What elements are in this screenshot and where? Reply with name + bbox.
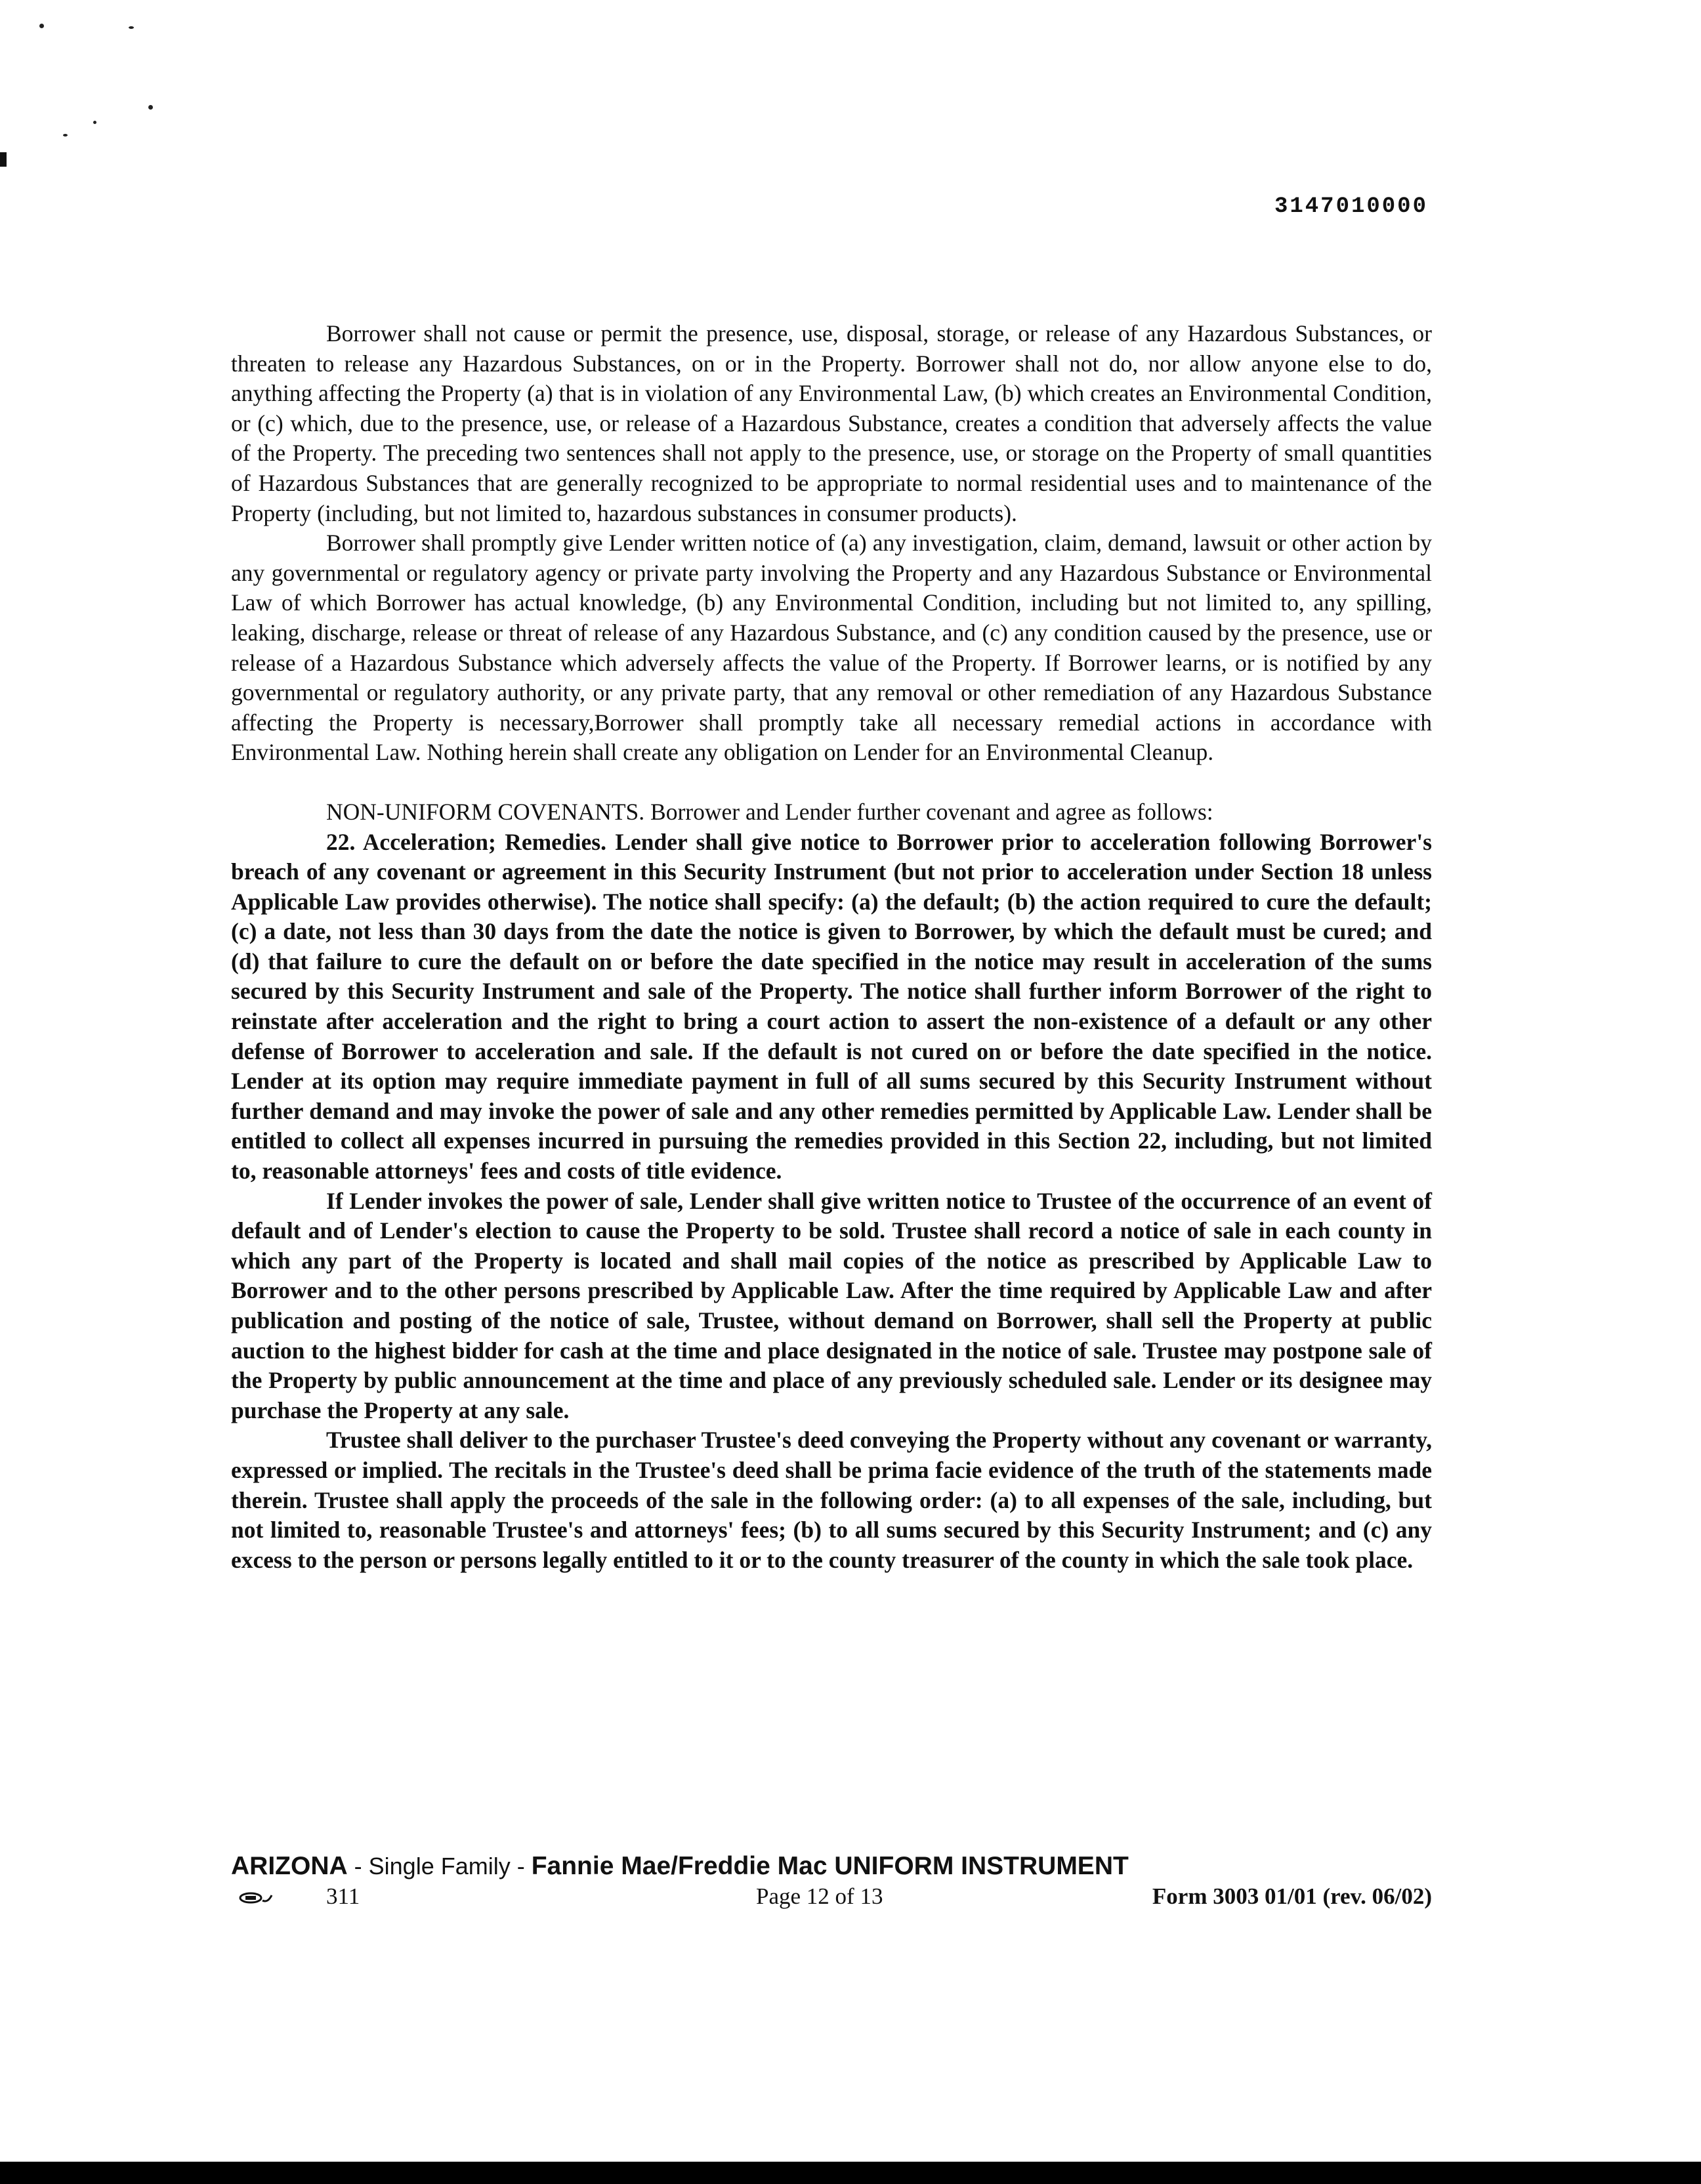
paragraph-power-of-sale: If Lender invokes the power of sale, Lender shall give written notice to Trustee of the occurrence of an event of default and of Lender's election to cause the Property to be sold. Trustee shall record a notice of sale in each county in which any part of the Property is located and shall mail copies of the notice as prescribed by Applicable Law to Borrower and to the other persons prescribed by Applicable Law. After the time required by Applicable Law and after publication and posting of the notice of sale, Trustee, without demand on Borrower, shall sell the Property at public auction to the highest bidder for cash at the time and place designated in the notice of sale. Trustee may postpone sale of the Property by public announcement at the time and place of any previously scheduled sale. Lender or its designee may purchase the Property at any sale. bbox=[231, 1187, 1432, 1423]
scan-speck bbox=[93, 121, 96, 124]
document-body bbox=[231, 319, 1432, 1575]
footer-separator: - Single Family - bbox=[347, 1853, 532, 1880]
scan-speck bbox=[63, 134, 68, 136]
page-number: Page 12 of 13 bbox=[756, 1883, 883, 1909]
scan-edge-mark bbox=[0, 152, 7, 167]
scan-speck bbox=[129, 26, 134, 29]
paragraph-acceleration-remedies: 22. Acceleration; Remedies. Lender shall give notice to Borrower prior to acceleration following Borrower's breach of any covenant or agreement in this Security Instrument (but not prior to acceleration under Section 18 unless Applicable Law provides otherwise). The notice shall specify: (a) the default; (b) the action required to cure the default; (c) a date, not less than 30 days from the date the notice is given to Borrower, by which the default must be cured; and (d) that failure to cure the default on or before the date specified in the notice may result in acceleration of the sums secured by this Security Instrument and sale of the Property. The notice shall further inform Borrower of the right to reinstate after acceleration and the right to bring a court action to assert the non-existence of a default or any other defense of Borrower to acceleration and sale. If the default is not cured on or before the date specified in the notice. Lender at its option may require immediate payment in full of all sums secured by this Security Instrument without further demand and may invoke the power of sale and any other remedies permitted by Applicable Law. Lender shall be entitled to collect all expenses incurred in pursuing the remedies provided in this Section 22, including, but not limited to, reasonable attorneys' fees and costs of title evidence. bbox=[231, 828, 1432, 1185]
paragraph-trustee-deed: Trustee shall deliver to the purchaser Trustee's deed conveying the Property without any covenant or warranty, expressed or implied. The recitals in the Trustee's deed shall be prima facie evidence of the truth of the statements made therein. Trustee shall apply the proceeds of the sale in the following order: (a) to all expenses of the sale, including, but not limited to, reasonable Trustee's and attorneys' fees; (b) to all sums secured by this Security Instrument; and (c) any excess to the person or persons legally entitled to it or to the county treasurer of the county in which the sale took place. bbox=[231, 1427, 1432, 1573]
document-number: 3147010000 bbox=[1274, 194, 1428, 219]
non-uniform-covenants-intro: NON-UNIFORM COVENANTS. Borrower and Lender further covenant and agree as follows: bbox=[326, 798, 1213, 825]
scan-bottom-edge bbox=[0, 2162, 1701, 2184]
paragraph-spacer bbox=[231, 768, 1432, 797]
footer-state: ARIZONA bbox=[231, 1852, 348, 1880]
paragraph-hazardous-substances: Borrower shall not cause or permit the presence, use, disposal, storage, or release of any Hazardous Substances, or threaten to release any Hazardous Substances, on or in the Property. Borrower shall not do, nor allow anyone else to do, anything affecting the Property (a) that is in violation of any Environmental Law, (b) which creates an Environmental Condition, or (c) which, due to the presence, use, or release of a Hazardous Substance, creates a condition that adversely affects the value of the Property. The preceding two sentences shall not apply to the presence, use, or storage on the Property of small quantities of Hazardous Substances that are generally recognized to be appropriate to normal residential uses and to maintenance of the Property (including, but not limited to, hazardous substances in consumer products). bbox=[231, 320, 1432, 526]
form-number: Form 3003 01/01 (rev. 06/02) bbox=[1152, 1883, 1432, 1909]
scan-speck bbox=[148, 105, 153, 110]
footer-row bbox=[231, 1883, 1432, 1916]
vmp-logo-icon bbox=[239, 1890, 273, 1906]
paragraph-notice-to-lender: Borrower shall promptly give Lender written notice of (a) any investigation, claim, demand, lawsuit or other action by any governmental or regulatory agency or private party involving the Property and any Hazardous Substance or Environmental Law of which Borrower has actual knowledge, (b) any Environmental Condition, including but not limited to, any spilling, leaking, discharge, release or threat of release of any Hazardous Substance, and (c) any condition caused by the presence, use or release of a Hazardous Substance which adversely affects the value of the Property. If Borrower learns, or is notified by any governmental or regulatory authority, or any private party, that any removal or other remediation of any Hazardous Substance affecting the Property is necessary,Borrower shall promptly take all necessary remedial actions in accordance with Environmental Law. Nothing herein shall create any obligation on Lender for an Environmental Cleanup. bbox=[231, 530, 1432, 766]
footer-instrument: Fannie Mae/Freddie Mac UNIFORM INSTRUMENT bbox=[531, 1852, 1129, 1880]
covenant-22-section bbox=[231, 828, 1432, 1576]
footer-form-code: 311 bbox=[326, 1883, 360, 1909]
scan-speck bbox=[39, 24, 44, 28]
footer-title bbox=[231, 1852, 1129, 1881]
